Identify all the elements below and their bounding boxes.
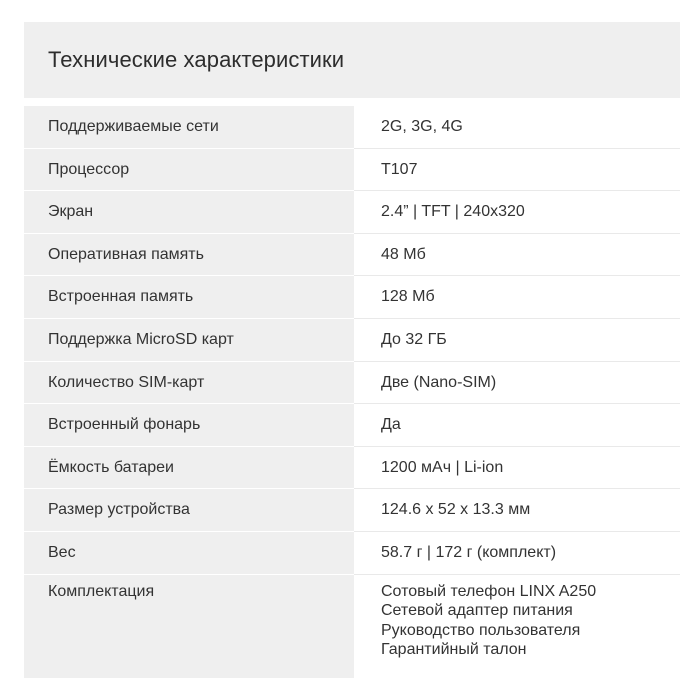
spec-value: 58.7 г | 172 г (комплект) — [354, 532, 680, 575]
spec-row-networks — [24, 106, 680, 149]
spec-row-microsd — [24, 319, 680, 362]
spec-label: Поддержка MicroSD карт — [24, 319, 354, 362]
spec-label: Размер устройства — [24, 489, 354, 532]
spec-row-package — [24, 575, 680, 660]
spec-row-battery — [24, 447, 680, 490]
spec-rows — [24, 106, 680, 660]
spec-row-storage — [24, 276, 680, 319]
package-item: Сотовый телефон LINX A250 — [381, 582, 597, 600]
package-item: Сетевой адаптер питания — [381, 602, 573, 620]
spec-row-sim — [24, 362, 680, 405]
spec-label: Комплектация — [48, 582, 155, 600]
spec-value: До 32 ГБ — [354, 319, 680, 362]
spec-label: Встроенная память — [24, 276, 354, 319]
spec-label: Вес — [24, 532, 354, 575]
spec-row-dimensions — [24, 489, 680, 532]
spec-label: Встроенный фонарь — [24, 404, 354, 447]
spec-label: Оперативная память — [24, 234, 354, 277]
spec-row-ram — [24, 234, 680, 277]
page-title: Технические характеристики — [48, 47, 345, 72]
spec-value: 124.6 x 52 x 13.3 мм — [354, 489, 680, 532]
spec-label: Количество SIM-карт — [24, 362, 354, 405]
spec-value: Две (Nano-SIM) — [354, 362, 680, 405]
spec-value: 48 Мб — [354, 234, 680, 277]
spec-row-processor — [24, 149, 680, 192]
spec-value: Да — [354, 404, 680, 447]
spec-label: Процессор — [24, 149, 354, 192]
spec-card — [24, 22, 680, 678]
package-item: Руководство пользователя — [381, 621, 581, 639]
spec-header — [24, 22, 680, 98]
spec-label: Ёмкость батареи — [24, 447, 354, 490]
spec-label: Поддерживаемые сети — [24, 106, 354, 149]
package-item: Гарантийный талон — [381, 641, 527, 659]
spec-value: 128 Мб — [354, 276, 680, 319]
spec-value: T107 — [354, 149, 680, 192]
spec-label: Экран — [24, 191, 354, 234]
spec-value: 1200 мАч | Li-ion — [354, 447, 680, 490]
spec-value: 2.4” | TFT | 240x320 — [354, 191, 680, 234]
package-list — [354, 575, 680, 660]
spec-row-flashlight — [24, 404, 680, 447]
spec-table — [24, 106, 680, 678]
spec-row-screen — [24, 191, 680, 234]
spec-row-weight — [24, 532, 680, 575]
spec-value: 2G, 3G, 4G — [354, 106, 680, 149]
